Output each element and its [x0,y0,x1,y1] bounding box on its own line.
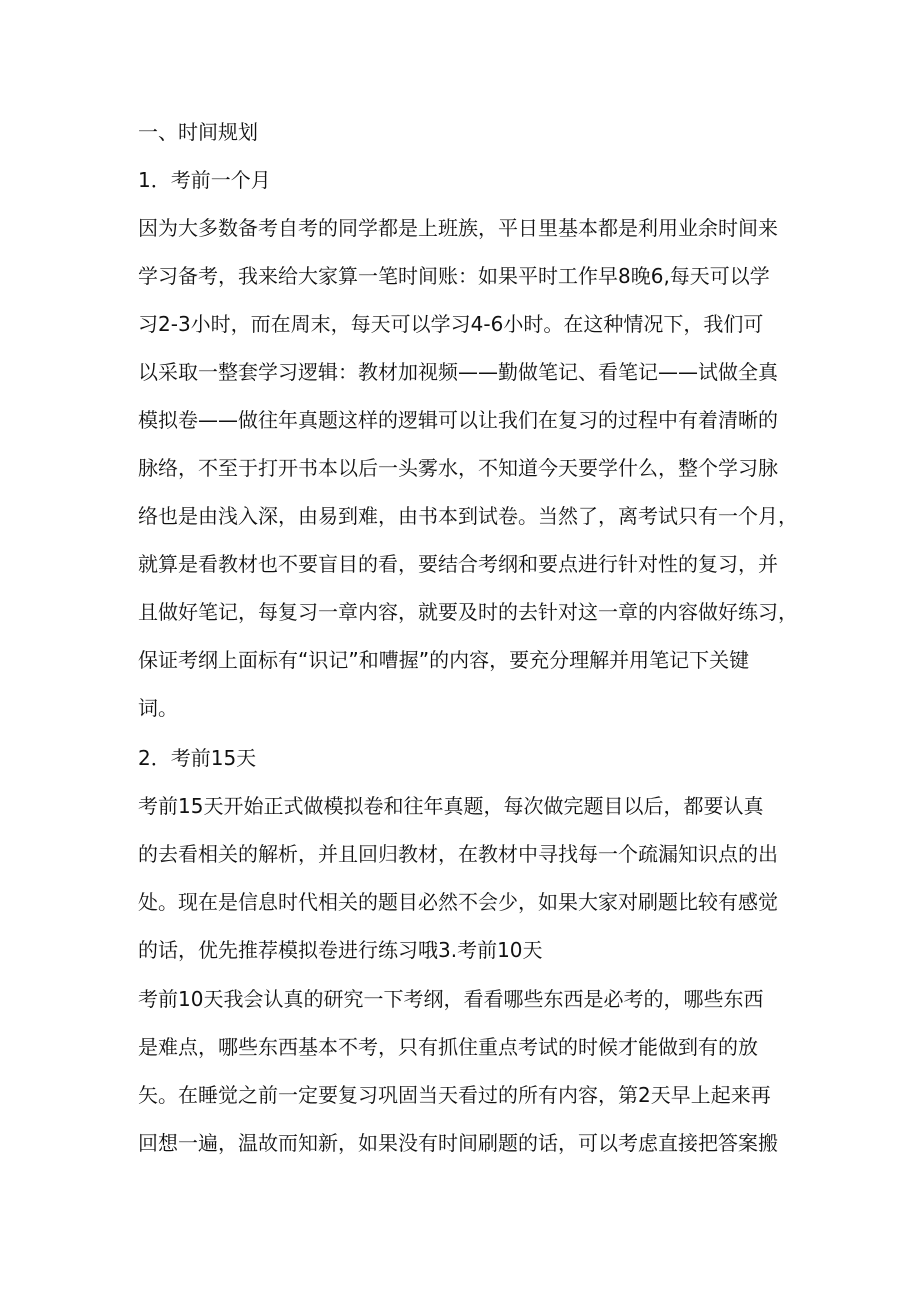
paragraph-line: 习2-3小时，而在周末，每天可以学习4-6小时。在这种情况下，我们可 [138,312,764,336]
heading: 一、时间规划 [138,120,258,144]
paragraph-line: 处。现在是信息时代相关的题目必然不会少，如果大家对刷题比较有感觉 [138,890,778,914]
paragraph-line: 是难点，哪些东西基本不考，只有抓住重点考试的时候才能做到有的放 [138,1035,758,1059]
section-title: 1．考前一个月 [138,168,271,192]
paragraph-line: 保证考纲上面标有“识记”和嘈握”的内容，要充分理解并用笔记下关键 [138,648,750,672]
paragraph-line: 考前15天开始正式做模拟卷和往年真题，每次做完题目以后，都要认真 [138,794,764,818]
paragraph-line: 学习备考，我来给大家算一笔时间账：如果平时工作早8晚6,每天可以学 [138,264,770,288]
paragraph-line: 且做好笔记，每复习一章内容，就要及时的去针对这一章的内容做好练习， [138,600,798,624]
paragraph-line: 因为大多数备考自考的同学都是上班族，平日里基本都是利用业余时间来 [138,216,778,240]
paragraph-line: 以采取一整套学习逻辑：教材加视频——勤做笔记、看笔记——试做全真 [138,360,778,384]
paragraph-line: 的话，优先推荐模拟卷进行练习哦3.考前10天 [138,938,543,962]
paragraph-line: 词。 [138,696,178,720]
paragraph-line: 络也是由浅入深，由易到难，由书本到试卷。当然了，离考试只有一个月， [138,504,798,528]
paragraph-line: 矢。在睡觉之前一定要复习巩固当天看过的所有内容，第2天早上起来再 [138,1083,771,1107]
paragraph-line: 回想一遍，温故而知新，如果没有时间刷题的话，可以考虑直接把答案搬 [138,1131,778,1155]
paragraph-line: 就算是看教材也不要盲目的看，要结合考纲和要点进行针对性的复习，并 [138,552,778,576]
section-title: 2．考前15天 [138,746,257,770]
paragraph-line: 脉络，不至于打开书本以后一头雾水，不知道今天要学什么，整个学习脉 [138,456,778,480]
paragraph-line: 考前10天我会认真的研究一下考纲，看看哪些东西是必考的，哪些东西 [138,987,764,1011]
paragraph-line: 模拟卷——做往年真题这样的逻辑可以让我们在复习的过程中有着清晰的 [138,408,778,432]
paragraph-line: 的去看相关的解析，并且回归教材，在教材中寻找每一个疏漏知识点的出 [138,842,778,866]
